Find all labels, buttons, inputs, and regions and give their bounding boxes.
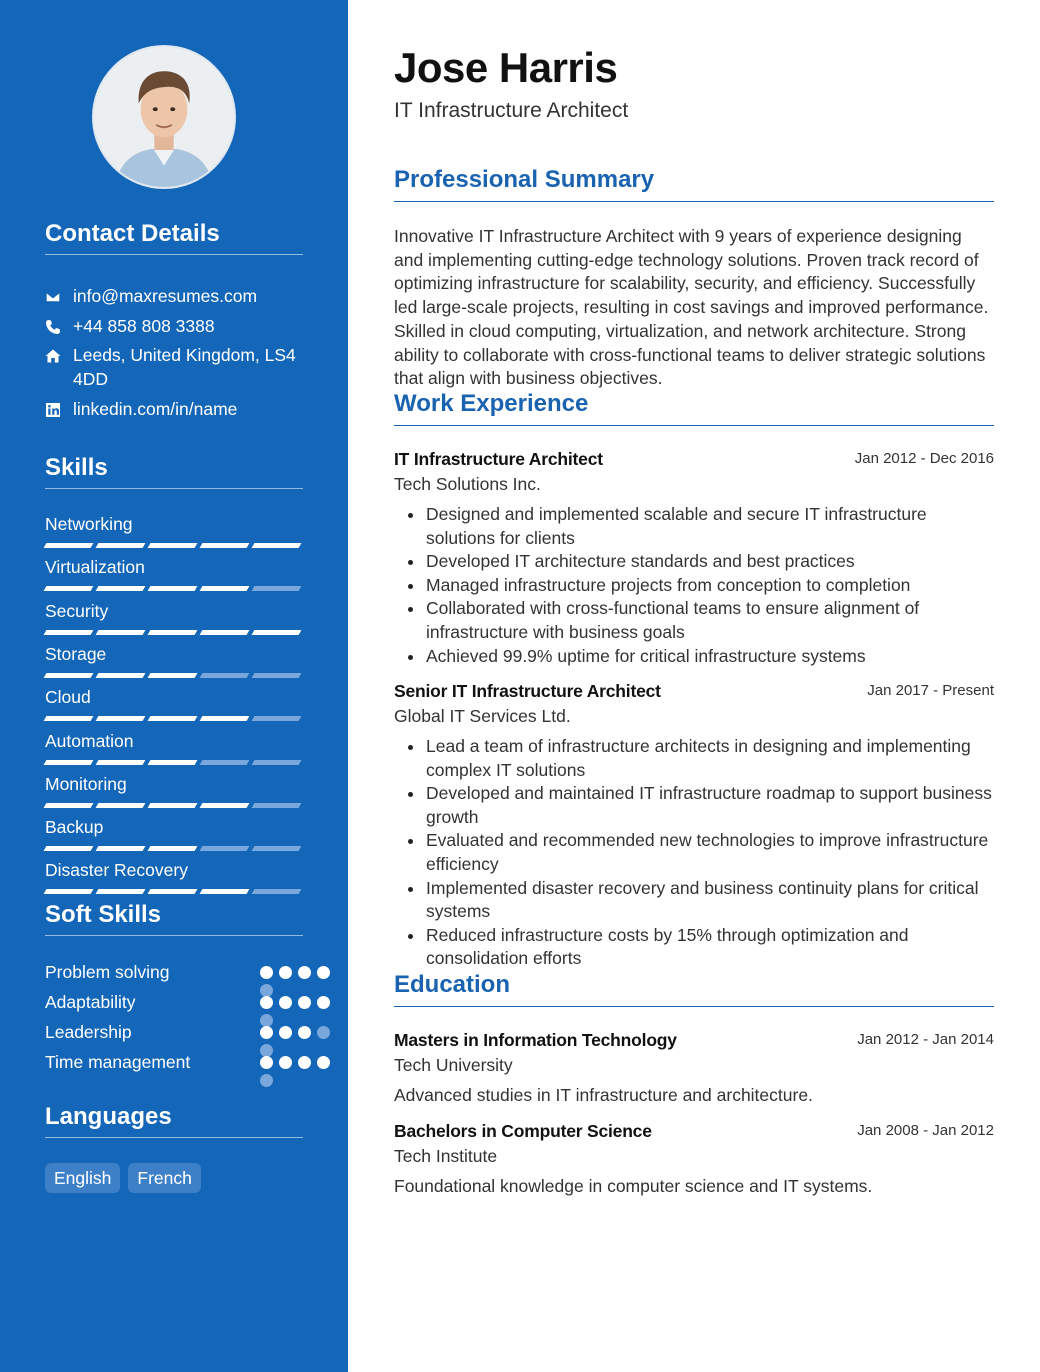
job-bullet: Evaluated and recommended new technologies to improve infrastructure efficiency [406,829,994,876]
soft-skill-rating [260,966,340,997]
education-description: Advanced studies in IT infrastructure and architecture. [394,1085,813,1105]
skill-item [45,557,303,591]
contact-phone[interactable] [45,314,305,338]
contact-phone-text: +44 858 808 3388 [73,316,215,336]
skill-level-bar [45,673,303,678]
education-description: Foundational knowledge in computer science and IT systems. [394,1176,873,1196]
skill-level-segment [200,716,250,721]
skill-level-segment [200,760,250,765]
skill-name: Virtualization [45,557,145,577]
rating-dot [279,966,292,979]
soft-skill-name: Problem solving [45,962,170,982]
home-icon [45,343,73,391]
rating-dot [317,1026,330,1039]
rating-dot [260,1026,273,1039]
job-bullet: Implemented disaster recovery and business continuity plans for critical systems [406,877,994,924]
skill-item [45,644,303,678]
job-bullet: Designed and implemented scalable and secure IT infrastructure solutions for clients [406,503,994,550]
skill-level-segment [200,846,250,851]
education-heading: Education [394,971,994,1007]
education-degree: Bachelors in Computer Science [394,1121,652,1141]
skill-level-bar [45,586,303,591]
contact-details-heading: Contact Details [45,220,303,255]
skill-level-segment [96,673,146,678]
skill-level-bar [45,543,303,548]
rating-dot [260,1056,273,1069]
skill-level-segment [44,543,94,548]
soft-skill-name: Adaptability [45,992,136,1012]
skill-level-segment [148,716,198,721]
contact-linkedin[interactable] [45,397,305,421]
job-dates: Jan 2017 - Present [867,682,994,699]
skill-level-bar [45,889,303,894]
skill-level-segment [44,846,94,851]
rating-dot [260,996,273,1009]
skill-item [45,731,303,765]
rating-dot [298,1026,311,1039]
person-name: Jose Harris [394,44,618,91]
skill-level-segment [148,803,198,808]
summary-heading: Professional Summary [394,166,994,202]
skill-level-bar [45,760,303,765]
skill-level-segment [96,889,146,894]
skill-item [45,687,303,721]
job-dates: Jan 2012 - Dec 2016 [854,450,994,467]
skill-level-segment [148,673,198,678]
job-role: IT Infrastructure Architect [394,449,603,469]
skill-level-segment [96,630,146,635]
education-degree: Masters in Information Technology [394,1030,677,1050]
skills-heading: Skills [45,454,303,489]
education-entry [394,1120,994,1198]
job-bullets [394,735,994,971]
skill-level-segment [44,630,94,635]
skill-name: Networking [45,514,133,534]
skill-name: Storage [45,644,107,664]
phone-icon [45,314,73,338]
skill-level-segment [200,586,250,591]
contact-email-text: info@maxresumes.com [73,286,258,306]
experience-heading: Work Experience [394,390,994,426]
skill-level-segment [252,673,302,678]
skill-level-segment [96,586,146,591]
job-bullet: Developed IT architecture standards and best practices [406,550,994,574]
contact-address-text: Leeds, United Kingdom, LS4 4DD [73,345,296,389]
profile-photo [92,45,236,189]
rating-dot [279,996,292,1009]
rating-dot [279,1026,292,1039]
job-bullet: Lead a team of infrastructure architects in designing and implementing complex IT solutions [406,735,994,782]
soft-skills-heading: Soft Skills [45,901,303,936]
contact-address [45,343,305,391]
skill-level-segment [44,673,94,678]
skill-level-segment [44,586,94,591]
skill-name: Security [45,601,109,621]
skill-level-segment [252,716,302,721]
skill-level-segment [200,803,250,808]
rating-dot [298,996,311,1009]
job-bullet: Collaborated with cross-functional teams to ensure alignment of infrastructure with business goals [406,597,994,644]
skill-level-bar [45,630,303,635]
skill-name: Disaster Recovery [45,860,188,880]
skill-level-bar [45,716,303,721]
job-company: Tech Solutions Inc. [394,474,541,494]
skill-level-segment [200,543,250,548]
profile-photo-image [94,47,234,187]
rating-dot [317,966,330,979]
contact-email[interactable] [45,284,305,308]
skill-name: Automation [45,731,134,751]
skill-level-segment [44,889,94,894]
envelope-icon [45,284,73,308]
education-school: Tech Institute [394,1146,498,1166]
skill-level-segment [96,543,146,548]
job-bullets [394,503,994,668]
skill-level-segment [96,760,146,765]
skill-name: Cloud [45,687,91,707]
skill-level-segment [252,586,302,591]
skill-item [45,860,303,894]
rating-dot [279,1056,292,1069]
skill-level-segment [252,543,302,548]
soft-skill-rating [260,1056,340,1087]
skill-item [45,514,303,548]
skill-level-segment [148,889,198,894]
job-role: Senior IT Infrastructure Architect [394,681,661,701]
sidebar [0,0,348,1372]
rating-dot [298,1056,311,1069]
skill-level-segment [148,630,198,635]
skill-name: Monitoring [45,774,127,794]
skill-level-segment [96,716,146,721]
skill-name: Backup [45,817,104,837]
soft-skill-rating [260,996,340,1027]
job-bullet: Reduced infrastructure costs by 15% through optimization and consolidation efforts [406,924,994,971]
skill-item [45,817,303,851]
soft-skill-name: Time management [45,1052,191,1072]
rating-dot [317,1056,330,1069]
linkedin-icon [45,397,73,421]
skill-level-bar [45,803,303,808]
skill-item [45,601,303,635]
skill-level-segment [44,803,94,808]
education-dates: Jan 2008 - Jan 2012 [857,1122,994,1139]
education-school: Tech University [394,1055,513,1075]
languages-heading: Languages [45,1103,303,1138]
skill-item [45,774,303,808]
person-title: IT Infrastructure Architect [394,99,629,122]
job-company: Global IT Services Ltd. [394,706,571,726]
skill-level-segment [148,846,198,851]
job-entry [394,448,994,668]
skill-level-segment [96,846,146,851]
summary-text: Innovative IT Infrastructure Architect with 9 years of experience designing and implementing cutting-edge technology solutions. Proven track record of optimizing infrastructure for scalability, security, and efficiency. Successfully led large-scale projects, resulting in cost savings and improved performance. Skilled in cloud computing, virtualization, and network architecture. Strong ability to collaborate with cross-functional teams to deliver strategic solutions that align with business objectives. [394,226,989,389]
skill-level-segment [200,673,250,678]
language-tag: French [128,1163,200,1193]
skill-level-segment [200,630,250,635]
skill-level-segment [200,889,250,894]
skill-level-segment [148,586,198,591]
education-entry [394,1029,994,1107]
language-tag: English [45,1163,120,1193]
skill-level-segment [96,803,146,808]
education-dates: Jan 2012 - Jan 2014 [857,1031,994,1048]
rating-dot [260,966,273,979]
skill-level-segment [252,630,302,635]
contact-linkedin-text: linkedin.com/in/name [73,399,238,419]
skill-level-segment [148,760,198,765]
skill-level-segment [252,760,302,765]
job-bullet: Developed and maintained IT infrastructure roadmap to support business growth [406,782,994,829]
job-bullet: Managed infrastructure projects from conception to completion [406,574,994,598]
job-bullet: Achieved 99.9% uptime for critical infrastructure systems [406,645,994,669]
skill-level-segment [252,846,302,851]
rating-dot [298,966,311,979]
job-entry [394,680,994,971]
skill-level-segment [44,760,94,765]
skill-level-segment [252,889,302,894]
skill-level-bar [45,846,303,851]
languages-list [45,1163,201,1193]
skill-level-segment [44,716,94,721]
skill-level-segment [148,543,198,548]
rating-dot [260,1074,273,1087]
soft-skill-rating [260,1026,340,1057]
skill-level-segment [252,803,302,808]
soft-skill-name: Leadership [45,1022,132,1042]
rating-dot [317,996,330,1009]
